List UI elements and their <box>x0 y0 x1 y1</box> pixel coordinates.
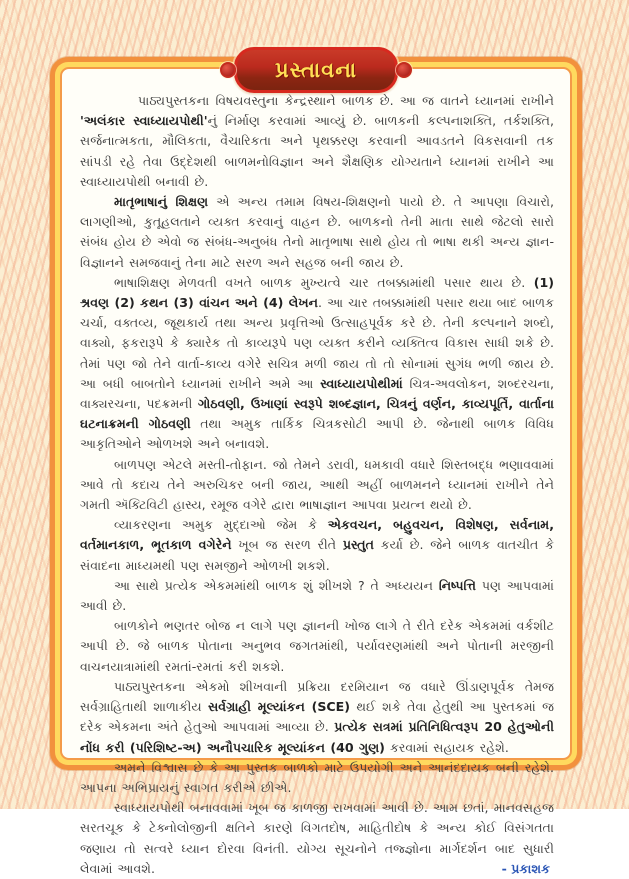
body-text: ચિત્ર-અવલોકન, શબ્દરચના, વાક્યરચના, પદક્રમની <box>80 375 554 412</box>
page-title: પ્રસ્તાવના <box>275 57 357 82</box>
body-text: પણ આપવામાં આવી છે. <box>80 577 554 614</box>
body-text: થઈ શકે તેવા હેતુથી આ પુસ્તકમાં જ દરેક એકમના અંતે હેતુઓ આપવામાં આવ્યા છે. <box>80 699 554 735</box>
emphasized-text: 'અલંકાર સ્વાધ્યાયપોથી' <box>80 113 208 129</box>
body-text: પાઠ્યપુસ્તકના વિષયવસ્તુના કેન્દ્રસ્થાને બાળક છે. આ જ વાતને ધ્યાનમાં રાખીને <box>138 93 554 108</box>
body-text: સ્વાધ્યાયપોથી બનાવવામાં ખૂબ જ કાળજી રાખવામાં આવી છે. આમ છતાં, માનવસહજ સરતચૂક કે ટેક્નોલોજીની ક્ષતિને કારણે વિગતદોષ, માહિતીદોષ કે અન્ય કોઈ વિસંગતતા જણાય તો સત્વરે ધ્યાન દોરવા વિનંતી. યોગ્ય સૂચનોને તજ્જ્ઞોના માર્ગદર્શન બાદ સુધારી લેવામાં આવશે. <box>80 800 554 876</box>
preface-body <box>80 91 554 879</box>
decorative-frame <box>50 57 582 876</box>
paragraph <box>80 273 554 455</box>
frame-inner-band <box>55 57 577 876</box>
paragraph <box>80 91 554 192</box>
emphasized-text: ગોઠવણી, ઉખાણાં સ્વરૂપે શબ્દજ્ઞાન, ચિત્રનું વર્ણન, કાવ્યપૂર્તિ, વાર્તાના ઘટનાક્રમની ગોઠવણી <box>80 396 554 432</box>
emphasized-text: પ્રત્યેક સત્રમાં પ્રતિનિધિત્વરૂપ 20 હેતુઓની નોંધ કરી (પરિશિષ્ટ-અ) અનૌપચારિક મૂલ્યાંકન (40 ગુણ) <box>80 719 554 755</box>
paragraph <box>80 677 554 758</box>
title-badge <box>234 47 398 93</box>
emphasized-text: પ્રસ્તુત <box>342 537 374 553</box>
body-text: તથા અમુક તાર્કિક ચિત્રકસોટી આપી છે. જેનાથી બાળક વિવિધ આકૃતિઓને ઓળખશે અને બનાવશે. <box>80 416 554 452</box>
paragraph <box>80 576 554 616</box>
body-text: એ અન્ય તમામ વિષય-શિક્ષણનો પાયો છે. તે આપણા વિચારો, લાગણીઓ, કુતૂહલતાને વ્યક્ત કરવાનું વાહન છે. બાળકનો તેની માતા સાથે જેટલો સારો સંબંધ હોય છે એવો જ સંબંધ-અનુબંધ તેનો માતૃભાષા સાથે હોય તો ભાષા થકી અન્ય જ્ઞાન-વિજ્ઞાનને સમજવાનું તેના માટે સરળ અને સહજ બની જાય છે. <box>80 194 555 270</box>
emphasized-text: સર્વગ્રાહી મૂલ્યાંકન (SCE) <box>208 699 351 715</box>
emphasized-text: માતૃભાષાનું શિક્ષણ <box>114 194 209 210</box>
emphasized-text: સ્વાધ્યાયપોથીમાં <box>320 375 403 391</box>
body-text: કરવામાં સહાયક રહેશે. <box>384 739 509 755</box>
emphasized-text: એકવચન, બહુવચન, વિશેષણ, સર્વનામ, વર્તમાનકાળ, ભૂતકાળ વગેરેને <box>80 517 554 553</box>
body-text: વ્યાકરણના અમુક મુદ્દાઓ જેમ કે <box>114 517 328 533</box>
body-text: અમને વિશ્વાસ છે કે આ પુસ્તક બાળકો માટે ઉપયોગી અને આનંદદાયક બની રહેશે. આપના અભિપ્રાયનું સ્વાગત કરીએ છીએ. <box>80 759 554 795</box>
body-text: બાળપણ એટલે મસ્તી-તોફાન. જો તેમને ડરાવી, ધમકાવી વધારે શિસ્તબદ્ધ ભણાવવામાં આવે તો કદાચ તેને અરુચિકર બની જાય, આથી અહીં બાળમનને ધ્યાનમાં રાખીને તેને ગમતી ઍક્ટિવિટી હાસ્ય, રમૂજ વગેરે દ્વારા ભાષાજ્ઞાન આપવા પ્રયત્ન થયો છે. <box>80 456 554 513</box>
emphasized-text: (1) શ્રવણ (2) કથન (3) વાંચન અને (4) લેખન <box>80 274 554 311</box>
badge-knob-icon <box>396 62 412 78</box>
paragraph <box>80 616 554 677</box>
paragraph <box>80 515 554 576</box>
badge-knob-icon <box>220 62 236 78</box>
body-text: ખૂબ જ સરળ રીતે <box>231 537 343 553</box>
publisher-signature: - પ્રકાશક <box>501 860 550 876</box>
content-area <box>60 57 572 876</box>
body-text: કર્યા છે. જેને બાળક વાતચીત કે સંવાદના માધ્યમથી પણ સમજીને ઓળખી શકશે. <box>80 537 554 573</box>
paragraph <box>80 192 554 273</box>
body-text: બાળકોને ભણતર બોજ ન લાગે પણ જ્ઞાનની ખોજ લાગે તે રીતે દરેક એકમમાં વર્કશીટ આપી છે. જે બાળક પોતાના અનુભવ જગતમાંથી, પર્યાવરણમાંથી અને પોતાની મરજીની વાચનયાત્રામાંથી રમતાં-રમતાં કરી શકશે. <box>80 618 554 674</box>
body-text: પાઠ્યપુસ્તકના એકમો શીખવાની પ્રક્રિયા દરમિયાન જ વધારે ઊંડાણપૂર્વક તેમજ સર્વગ્રાહિતાથી શાળાકીય <box>80 678 554 715</box>
paragraph <box>80 455 554 516</box>
emphasized-text: નિષ્પત્તિ <box>438 577 477 593</box>
paragraph <box>80 758 554 798</box>
body-text: નું નિર્માણ કરવામાં આવ્યું છે. બાળકની કલ્પનાશક્તિ, તર્કશક્તિ, સર્જનાત્મકતા, મૌલિકતા, વૈચારિકતા અને પૃથક્કરણ કરવાની આવડતને વિકસવાની તક સાંપડી રહે તેવા ઉદ્દેશથી બાળમનોવિજ્ઞાન અને શૈક્ષણિક યોગ્યતાને ધ્યાનમાં રાખીને આ સ્વાધ્યાયપોથી બનાવી છે. <box>80 113 555 189</box>
body-text: ભાષાશિક્ષણ મેળવતી વખતે બાળક મુખ્યત્વે ચાર તબક્કામાંથી પસાર થાય છે. <box>114 274 534 290</box>
body-text: આ સાથે પ્રત્યેક એકમમાંથી બાળક શું શીખશે ? તે અધ્યયન <box>114 577 439 593</box>
body-text: . આ ચાર તબક્કામાંથી પસાર થયા બાદ બાળક ચર્ચા, વક્તવ્ય, જૂથકાર્ય તથા અન્ય પ્રવૃત્તિઓ ઉત્સાહપૂર્વક કરે છે. તેની કલ્પનાને શબ્દો, વાક્યો, ફકરારૂપે કે ક્યારેક તો કાવ્યરૂપે પણ વ્યક્ત કરીને વ્યક્તિત્વ વિકાસ સાધી શકે છે. તેમાં પણ જો તેને વાર્તા-કાવ્ય વગેરે સચિત્ર મળી જાય તો તો સોનામાં સુગંધ ભળી જાય છે. આ બધી બાબતોને ધ્યાનમાં રાખીને અમે આ <box>80 295 554 391</box>
